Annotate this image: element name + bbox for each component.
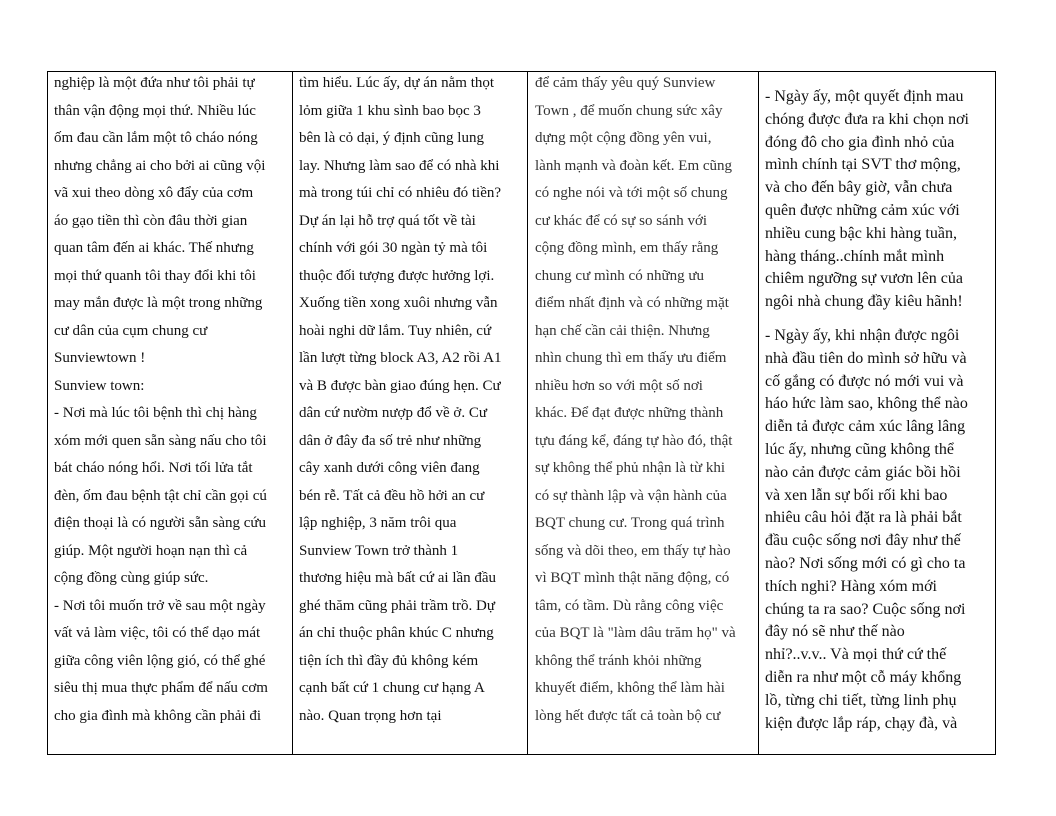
text-line: mình chính tại SVT thơ mộng, [765, 156, 961, 174]
text-line: nhiều cung bậc khi hàng tuần, [765, 224, 957, 242]
text-line: thuộc đối tượng được hưởng lợi. [299, 267, 495, 284]
document-table [47, 71, 996, 755]
text-line: quên được những cảm xúc với [765, 201, 960, 219]
text-line: thương hiệu mà bất cứ ai lần đầu [299, 570, 497, 586]
text-line: vì BQT mình thật năng động, có [535, 570, 730, 586]
text-line: chúng ta ra sao? Cuộc sống nơi [765, 600, 966, 618]
text-line: thân vận động mọi thứ. Nhiều lúc [54, 102, 256, 119]
text-line: cư dân của cụm chung cư [54, 322, 208, 339]
text-line: nhà đầu tiên do mình sở hữu và [765, 349, 967, 367]
text-line: nhìn chung thì em thấy ưu điểm [535, 350, 727, 366]
text-line: hạn chế cần cải thiện. Nhưng [535, 322, 710, 339]
text-line: có sự thành lập và vận hành của [535, 487, 727, 504]
text-line: lòng hết được tất cả toàn bộ cư [535, 707, 721, 724]
text-line: tìm hiểu. Lúc ấy, dự án nằm thọt [299, 75, 495, 91]
text-line: Sunviewtown ! [54, 350, 146, 366]
paragraph-gap [759, 314, 995, 325]
text-line: tâm, có tầm. Dù rằng công việc [535, 597, 724, 614]
text-line: háo hức làm sao, không thể nào [765, 395, 968, 413]
column-4-cell [759, 72, 996, 755]
text-line: lỏm giữa 1 khu sình bao bọc 3 [299, 102, 481, 119]
text-line: bén rễ. Tất cả đều hồ hởi an cư [299, 487, 485, 504]
text-line: BQT chung cư. Trong quá trình [535, 515, 725, 531]
text-line: ngôi nhà chung đầy kiêu hãnh! [765, 293, 963, 311]
text-line: để cảm thấy yêu quý Sunview [535, 75, 716, 91]
text-line: lúc ấy, nhưng cũng không thể [765, 440, 954, 458]
text-line: xóm mới quen sẵn sàng nấu cho tôi [54, 432, 267, 449]
text-line: điện thoại là có người sẵn sàng cứu [54, 515, 267, 531]
text-line: Town , để muốn chung sức xây [535, 102, 723, 119]
text-line: án chỉ thuộc phân khúc C nhưng [299, 625, 494, 641]
text-line: nghiệp là một đứa như tôi phải tự [54, 75, 255, 91]
column-1-text [48, 72, 292, 740]
text-line: hoài nghi dữ lắm. Tuy nhiên, cứ [299, 322, 492, 339]
text-line: cho gia đình mà không cần phải đi [54, 707, 262, 724]
text-line: của BQT là "làm dâu trăm họ" và [535, 625, 736, 641]
text-line: Dự án lại hỗ trợ quá tốt về tài [299, 212, 476, 229]
text-line: chính với gói 30 ngàn tỷ mà tôi [299, 240, 488, 256]
text-line: diễn tả được cảm xúc lâng lâng [765, 418, 966, 436]
text-line: cạnh bất cứ 1 chung cư hạng A [299, 680, 485, 696]
text-line: dân ở đây đa số trẻ như những [299, 432, 482, 449]
paragraph [759, 86, 995, 314]
text-line: điểm nhất định và có những mặt [535, 295, 729, 311]
text-line: - Nơi tôi muốn trở về sau một ngày [54, 597, 266, 614]
text-line: cộng đồng cùng giúp sức. [54, 570, 209, 586]
text-line: và xen lẫn sự bối rối khi bao [765, 486, 948, 504]
text-line: bên là cỏ dại, ý định cũng lung [299, 130, 484, 146]
text-line: kiện được lắp ráp, chạy đà, và [765, 714, 958, 732]
column-3-cell [528, 72, 759, 755]
text-line: giữa công viên lộng gió, có thể ghé [54, 652, 266, 669]
text-line: lần lượt từng block A3, A2 rồi A1 [299, 350, 502, 366]
text-line: đóng đô cho gia đình nhỏ của [765, 133, 955, 151]
column-2-text [293, 72, 527, 740]
column-1-cell [48, 72, 293, 755]
text-line: cư khác để có sự so sánh với [535, 212, 708, 229]
text-line: sự không thể phủ nhận là từ khi [535, 460, 725, 476]
text-line: lành mạnh và đoàn kết. Em cũng [535, 157, 733, 174]
text-line: ghé thăm cũng phải trầm trồ. Dự [299, 597, 495, 614]
text-line: tiện ích thì đầy đủ không kém [299, 652, 479, 669]
text-line: nhưng chẳng ai cho bởi ai cũng vội [54, 157, 266, 174]
column-4-text [759, 72, 995, 754]
text-line: có nghe nói và tới một số chung [535, 185, 728, 201]
text-line: nhiều hơn so với một số nơi [535, 377, 703, 394]
text-line: Xuống tiền xong xuôi nhưng vẫn [299, 295, 498, 311]
text-line: không thể tránh khỏi những [535, 652, 702, 669]
text-line: sống và dõi theo, em thấy tự hào [535, 542, 731, 559]
text-line: tựu đáng kể, đáng tự hào đó, thật [535, 432, 733, 449]
text-line: lập nghiệp, 3 năm trôi qua [299, 515, 457, 531]
text-line: chung cư mình có những ưu [535, 267, 704, 284]
text-line: nhiêu câu hỏi đặt ra là phải bắt [765, 509, 962, 527]
table-row [48, 72, 996, 755]
text-line: nhỉ?..v.v.. Và mọi thứ cứ thế [765, 646, 947, 664]
column-2-cell [293, 72, 528, 755]
text-line: thích nghi? Hàng xóm mới [765, 577, 937, 595]
text-line: cây xanh dưới công viên đang [299, 460, 480, 476]
text-line: vất vả làm việc, tôi có thể dạo mát [54, 625, 261, 641]
text-line: dân cứ nườm nượp đổ về ở. Cư [299, 405, 487, 421]
text-line: đèn, ốm đau bệnh tật chỉ cần gọi cú [54, 487, 267, 504]
text-line: lồ, từng chi tiết, từng linh phụ [765, 691, 957, 709]
text-line: - Ngày ấy, một quyết định mau [765, 88, 964, 105]
text-line: cố gắng có được nó mới vui và [765, 372, 964, 390]
text-line: áo gạo tiền thì còn đâu thời gian [54, 212, 248, 229]
text-line: cộng đồng mình, em thấy rằng [535, 240, 719, 256]
text-line: và cho đến bây giờ, vẫn chưa [765, 179, 953, 197]
text-line: khuyết điểm, không thể làm hài [535, 680, 725, 696]
text-line: quan tâm đến ai khác. Thế nhưng [54, 240, 254, 256]
paragraph [759, 325, 995, 735]
text-line: nào cản được cảm giác bồi hồi [765, 463, 961, 481]
text-line: - Ngày ấy, khi nhận được ngôi [765, 326, 960, 344]
text-line: đầu cuộc sống nơi đây như thế [765, 532, 961, 550]
text-line: nào. Quan trọng hơn tại [299, 707, 442, 724]
text-line: diễn ra như một cỗ máy khổng [765, 668, 962, 686]
text-line: may mắn được là một trong những [54, 295, 263, 311]
text-line: mà trong túi chỉ có nhiêu đó tiền? [299, 185, 502, 201]
text-line: khác. Để đạt được những thành [535, 405, 724, 421]
text-line: giúp. Một người hoạn nạn thì cả [54, 542, 248, 559]
text-line: Sunview Town trở thành 1 [299, 542, 459, 559]
text-line: hàng tháng..chính mắt mình [765, 247, 945, 265]
text-line: Sunview town: [54, 377, 145, 394]
column-3-text [528, 72, 758, 740]
text-line: nào? Nơi sống mới có gì cho ta [765, 554, 966, 572]
text-line: và B được bàn giao đúng hẹn. Cư [299, 377, 501, 394]
text-line: mọi thứ quanh tôi thay đổi khi tôi [54, 267, 256, 284]
text-line: chiêm ngưỡng sự vươn lên của [765, 270, 964, 288]
text-line: chóng được đưa ra khi chọn nơi [765, 110, 969, 128]
text-line: vã xui theo dòng xô đẩy của cơm [54, 185, 254, 201]
text-line: ốm đau cần lắm một tô cháo nóng [54, 130, 258, 146]
text-line: siêu thị mua thực phẩm để nấu cơm [54, 680, 268, 696]
text-line: đây nó sẽ như thế nào [765, 623, 905, 641]
text-line: dựng một cộng đồng yên vui, [535, 130, 712, 146]
text-line: bát cháo nóng hổi. Nơi tối lửa tắt [54, 460, 253, 476]
text-line: lay. Nhưng làm sao để có nhà khi [299, 157, 500, 174]
text-line: - Nơi mà lúc tôi bệnh thì chị hàng [54, 405, 257, 421]
